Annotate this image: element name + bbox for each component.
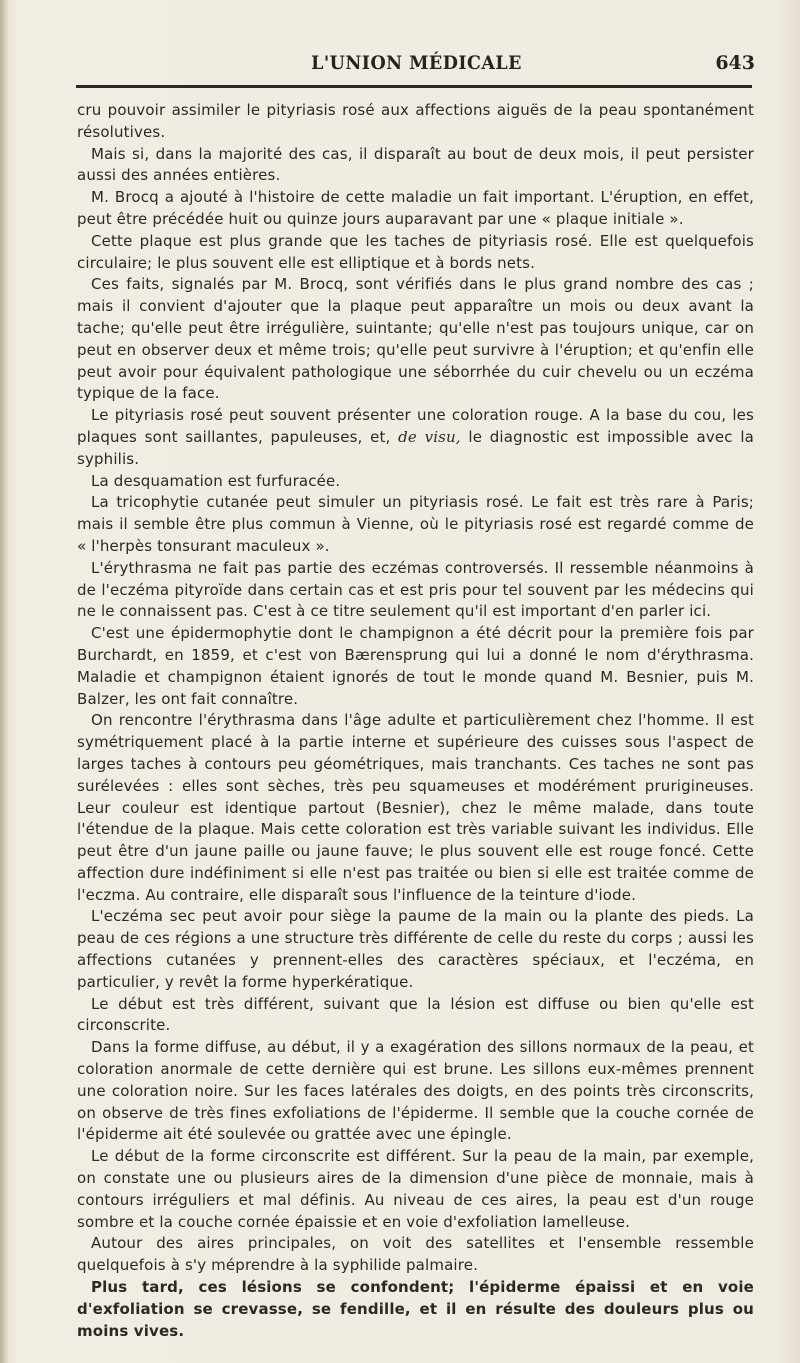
paragraph: On rencontre l'érythrasma dans l'âge adulte et particulièrement chez l'homme. Il est symétriquement placé à la partie interne et supérieure des cuisses sous l'aspect de larges taches à contours peu géométriques, mais tranchants. Ces taches ne sont pas surélevées : elles sont sèches, très peu squameuses et modérément prurigineuses. Leur couleur est identique partout (Besnier), chez le même malade, dans toute l'étendue de la plaque. Mais cette coloration est très variable suivant les individus. Elle peut être d'un jaune paille ou jaune fauve; le plus souvent elle est rouge foncé. Cette affection dure indéfiniment si elle n'est pas traitée ou bien si elle est traitée comme de l'eczma. Au contraire, elle disparaît sous l'influence de la teinture d'iode.: [77, 711, 754, 904]
italic-phrase: de visu,: [398, 427, 461, 446]
paragraph: Le début est très différent, suivant que la lésion est diffuse ou bien qu'elle est circonscrite.: [77, 994, 754, 1035]
paragraph: La desquamation est furfuracée.: [91, 471, 341, 490]
paragraph: Ces faits, signalés par M. Brocq, sont vérifiés dans le plus grand nombre des cas ; mais il convient d'ajouter que la plaque peut apparaître un mois ou deux avant la tache; qu'elle peut être irrégulière, suintante; qu'elle n'est pas toujours unique, car on peut en observer deux et même trois; qu'elle peut survivre à l'éruption; et qu'enfin elle peut avoir pour équivalent pathologique une séborrhée du cuir chevelu ou un eczéma typique de la face.: [77, 275, 754, 403]
paragraph: M. Brocq a ajouté à l'histoire de cette maladie un fait important. L'éruption, en effet, peut être précédée huit ou quinze jours auparavant par une « plaque initiale ».: [77, 188, 754, 228]
paragraph: La tricophytie cutanée peut simuler un pityriasis rosé. Le fait est très rare à Paris; mais il semble être plus commun à Vienne, où le pityriasis rosé est regardé comme de « l'herpès tonsurant maculeux ».: [77, 493, 754, 555]
page-spine-shadow: [0, 0, 8, 1363]
paragraph: Cette plaque est plus grande que les taches de pityriasis rosé. Elle est quelquefois circulaire; le plus souvent elle est elliptique et à bords nets.: [77, 231, 754, 272]
journal-title: L'UNION MÉDICALE: [311, 52, 522, 74]
paragraph: C'est une épidermophytie dont le champignon a été décrit pour la première fois par Burchardt, en 1859, et c'est von Bærensprung qui lui a donné le nom d'érythrasma. Maladie et champignon étaient ignorés de tout le monde quand M. Besnier, puis M. Balzer, les ont fait connaître.: [77, 624, 754, 708]
paragraph: Plus tard, ces lésions se confondent; l'épiderme épaissi et en voie d'exfoliation se crevasse, se fendille, et il en résulte des douleurs plus ou moins vives.: [77, 1278, 754, 1340]
paragraph: Mais si, dans la majorité des cas, il disparaît au bout de deux mois, il peut persister aussi des années entières.: [77, 144, 754, 185]
paragraph: [77, 405, 754, 470]
running-header: [78, 52, 755, 80]
paragraph: cru pouvoir assimiler le pityriasis rosé aux affections aiguës de la peau spontanément résolutives.: [77, 101, 754, 141]
header-rule: [76, 85, 752, 88]
paragraph: Dans la forme diffuse, au début, il y a exagération des sillons normaux de la peau, et coloration anormale de cette dernière qui est brune. Les sillons eux-mêmes prennent une coloration noire. Sur les faces latérales des doigts, en des points très circonscrits, on observe de très fines exfoliations de l'épiderme. Il semble que la couche cornée de l'épiderme ait été soulevée ou grattée avec une épingle.: [77, 1038, 754, 1144]
paragraph-text: le diagnostic est impossible avec la syphilis.: [77, 427, 754, 468]
paragraph: Le début de la forme circonscrite est différent. Sur la peau de la main, par exemple, on constate une ou plusieurs aires de la dimension d'une pièce de monnaie, mais à contours irréguliers et mal définis. Au niveau de ces aires, la peau est d'un rouge sombre et la couche cornée épaissie et en voie d'exfoliation lamelleuse.: [77, 1147, 754, 1231]
article-body: [77, 100, 754, 1342]
paragraph-text: Le pityriasis rosé peut souvent présenter une coloration rouge. A la base du cou, les plaques sont saillantes, papuleuses, et,: [77, 406, 754, 446]
page-number: 643: [715, 52, 755, 74]
paragraph: Autour des aires principales, on voit des satellites et l'ensemble ressemble quelquefois à s'y méprendre à la syphilide palmaire.: [77, 1234, 754, 1275]
paragraph: L'érythrasma ne fait pas partie des eczémas controversés. Il ressemble néanmoins à de l'eczéma pityroïde dans certain cas et est pris pour tel souvent par les médecins qui ne le connaissent pas. C'est à ce titre seulement qu'il est important d'en parler ici.: [77, 558, 754, 621]
paragraph: L'eczéma sec peut avoir pour siège la paume de la main ou la plante des pieds. La peau de ces régions a une structure très différente de celle du reste du corps ; aussi les affections cutanées y prennent-elles des caractères spéciaux, et l'eczéma, en particulier, y revêt la forme hyperkératique.: [77, 907, 754, 991]
